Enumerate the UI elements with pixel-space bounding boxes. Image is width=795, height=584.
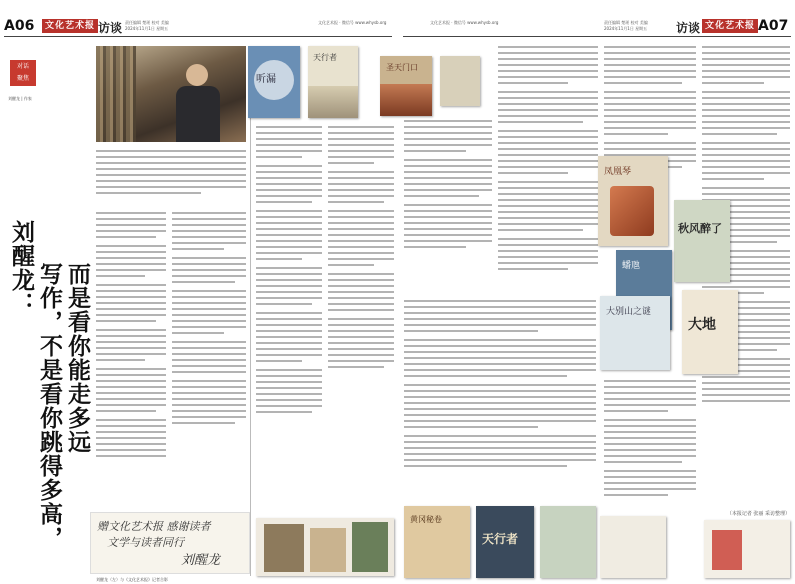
- book-cover-10-title: 黄冈秘卷: [410, 515, 442, 524]
- column-seal-line1: 对话: [16, 63, 29, 70]
- header-center-right: 文化艺术报 · 微信号 www.whysb.org: [430, 20, 499, 25]
- book-cover-1: [248, 46, 300, 118]
- page-number-right: A07: [758, 18, 789, 34]
- handwriting-image: [90, 512, 250, 574]
- article-column-5: [404, 120, 492, 300]
- article-column-1: [96, 212, 166, 512]
- intro-paragraph: [96, 150, 246, 202]
- book-cover-11-title: 天行者: [482, 532, 519, 546]
- article-column-2: [172, 212, 246, 512]
- author-photo: [96, 46, 246, 142]
- article-column-4: [328, 126, 394, 516]
- article-end-note: （本报记者 张丽 采访整理）: [726, 511, 790, 517]
- book-cover-6: [674, 200, 730, 282]
- book-cover-8: [600, 296, 670, 370]
- book-cover-1-title: 听漏: [256, 74, 276, 85]
- header-rule-left: [4, 36, 392, 37]
- book-cover-9-title: 大地: [688, 317, 716, 333]
- article-column-9: [404, 300, 596, 500]
- headline-line1: 写作，不是看你跳得多高，: [36, 262, 63, 550]
- book-cover-5-title: 凤凰琴: [604, 167, 632, 177]
- header-meta-left-1: 责任编辑 楚瑶 校对 美编: [125, 20, 169, 25]
- book-photo-left-bottom: [256, 518, 394, 576]
- book-cover-7-title: 蟠虺: [622, 261, 641, 271]
- photo-caption: 刘醒龙（左）与《文化艺术报》记者合影: [96, 577, 168, 582]
- handwriting-signature: 刘醒龙: [181, 553, 221, 568]
- page-header: [0, 0, 795, 38]
- book-cover-4: [440, 56, 480, 106]
- header-meta-left-2: 2024年11月1日 星期五: [125, 26, 169, 31]
- column-seal-line2: 聚焦: [16, 75, 29, 82]
- book-cover-2: [308, 46, 358, 118]
- book-cover-10: [404, 506, 470, 578]
- article-column-6: [498, 46, 598, 296]
- book-cover-11: [476, 506, 534, 578]
- header-meta-right-1: 责任编辑 楚瑶 校对 美编: [604, 20, 648, 25]
- book-cover-6-title: 秋风醉了: [678, 222, 722, 235]
- handwriting-line1: 赠文化艺术报 感谢读者: [97, 520, 211, 533]
- column-divider: [250, 46, 251, 576]
- header-rule-right: [403, 36, 791, 37]
- book-cover-12: [540, 506, 596, 578]
- headline-line2: 而是看你能走多远: [64, 262, 91, 454]
- book-cover-9: [682, 290, 738, 374]
- book-cover-3-title: 圣天门口: [386, 63, 418, 72]
- book-cover-13: [600, 516, 666, 578]
- column-tag: 刘醒龙 | 作家: [8, 96, 32, 101]
- book-cover-5: [598, 156, 668, 246]
- brand-logo-left: 文化艺术报: [42, 19, 98, 33]
- book-cover-14: [704, 520, 790, 578]
- article-column-10: [604, 380, 696, 510]
- book-cover-8-title: 大别山之谜: [606, 307, 652, 317]
- header-meta-right-2: 2024年11月1日 星期五: [604, 26, 648, 31]
- book-cover-2-title: 天行者: [313, 53, 337, 62]
- handwriting-line2: 文学与读者同行: [107, 536, 184, 549]
- brand-logo-right: 文化艺术报: [702, 19, 758, 33]
- column-seal: [10, 60, 36, 86]
- page-number-left: A06: [4, 18, 35, 34]
- section-title-right: 访谈: [676, 21, 701, 35]
- headline-name: 刘醒龙：: [8, 220, 35, 316]
- book-cover-3: [380, 56, 432, 116]
- section-title-left: 访谈: [98, 21, 123, 35]
- header-center-left: 文化艺术报 · 微信号 www.whysb.org: [318, 20, 387, 25]
- article-column-3: [256, 126, 322, 516]
